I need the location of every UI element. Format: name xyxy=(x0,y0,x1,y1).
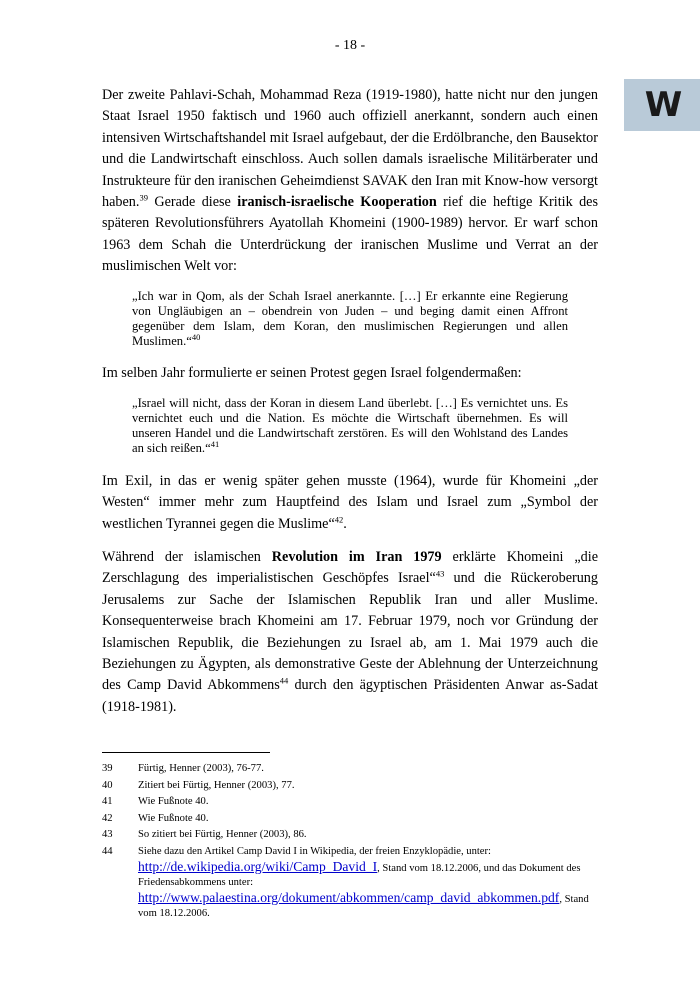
paragraph-1-text-a: Der zweite Pahlavi-Schah, Mohammad Reza (1919-1980), hatte nicht nur den jungen Staat Israel 1950 faktisch und 1960 auch offiziell anerkannt, sondern auch einen intensiven Wirtschaftshandel mit Israel aufgebaut, der die Erdölbranche, den Bausektor und die Landwirtschaft einschloss. Auch sollen damals israelische Militärberater und Instrukteure für den iranischen Geheimdienst SAVAK den Iran mit Know-how versorgt haben. xyxy=(102,87,598,211)
footnote-text: Wie Fußnote 40. xyxy=(138,796,209,808)
footnote-number: 43 xyxy=(102,829,113,841)
main-text xyxy=(102,85,598,718)
footnote-number: 39 xyxy=(102,763,113,774)
footnote-43 xyxy=(102,828,602,843)
paragraph-1 xyxy=(102,85,598,278)
footnote-number: 40 xyxy=(102,779,113,791)
page-number: - 18 - xyxy=(334,38,366,53)
footnote-44-text-c: , Stand vom 18.12.2006. xyxy=(138,893,589,920)
palaestina-link[interactable]: http://www.palaestina.org/dokument/abkommen/camp_david_abkommen.pdf xyxy=(138,889,560,905)
footnote-39 xyxy=(102,762,602,777)
paragraph-4 xyxy=(102,547,598,718)
quote-1 xyxy=(132,289,568,350)
footnote-number: 44 xyxy=(102,845,113,857)
footnote-41 xyxy=(102,795,602,810)
quote-2-text: „Israel will nicht, dass der Koran in diesem Land überlebt. […] Es vernichtet uns. Es vernichtet euch und die Nation. Es möchte die Wirtschaft übernehmen. Es will unseren Handel und die Landwirtschaft zerstören. Es will den Wohlstand des Landes an sich reißen.“ xyxy=(132,395,568,456)
footnote-ref-39: 39 xyxy=(139,192,148,203)
footnote-ref-44: 44 xyxy=(279,675,289,686)
footnote-text: Wie Fußnote 40. xyxy=(138,812,209,824)
footnote-ref-43: 43 xyxy=(435,568,445,579)
footnote-44 xyxy=(102,845,602,922)
footnote-text: Fürtig, Henner (2003), 76-77. xyxy=(138,763,264,774)
footnote-42 xyxy=(102,812,602,827)
wikipedia-link[interactable]: http://de.wikipedia.org/wiki/Camp_David_I xyxy=(138,858,378,874)
footnote-ref-42: 42 xyxy=(334,513,344,524)
paragraph-4-bold: Revolution im Iran 1979 xyxy=(271,548,442,565)
footnote-text: Zitiert bei Fürtig, Henner (2003), 77. xyxy=(138,779,295,791)
footnote-text: So zitiert bei Fürtig, Henner (2003), 86. xyxy=(138,829,307,841)
paragraph-3 xyxy=(102,471,598,535)
paragraph-4-text-c: und die Rückeroberung Jerusalems zur Sache der Islamischen Republik Iran und aller Muslime. Konsequenterweise brach Khomeini am 17. Februar 1979, noch vor Gründung der Islamischen Republik, die Beziehungen zu Israel ab, am 1. Mai 1979 auch die Beziehungen zu Ägypten, als demonstrative Geste der Ablehnung der Unterzeichnung des Camp David Abkommens xyxy=(102,570,598,694)
footnote-divider xyxy=(102,752,270,753)
footnote-text xyxy=(138,845,602,922)
paragraph-4-text-a: Während der islamischen xyxy=(102,548,272,565)
paragraph-3-text-a: Im Exil, in das er wenig später gehen musste (1964), wurde für Khomeini „der Westen“ immer mehr zum Hauptfeind des Islam und Israel zum „Symbol der westlichen Tyrannei gegen die Muslime“ xyxy=(102,472,598,532)
paragraph-3-text-b: . xyxy=(343,515,347,532)
footnote-ref-40: 40 xyxy=(191,332,201,343)
footnote-40 xyxy=(102,779,602,794)
logo xyxy=(624,79,700,131)
paragraph-4-text-b: erklärte Khomeini „die Zerschlagung des imperialistischen Geschöpfes Israel“ xyxy=(102,548,598,587)
paragraph-1-text-b: Gerade diese xyxy=(147,194,238,211)
paragraph-1-bold: iranisch-israelische Kooperation xyxy=(237,194,437,211)
footnote-number: 42 xyxy=(102,812,113,824)
logo-letter: W xyxy=(644,85,680,125)
footnote-ref-41: 41 xyxy=(210,439,220,450)
footnote-number: 41 xyxy=(102,796,113,808)
paragraph-1-text-c: rief die heftige Kritik des späteren Revolutionsführers Ayatollah Khomeini (1900-1989) hervor. Er warf schon 1963 dem Schah die Unterdrückung der iranischen Muslime und Verrat an der muslimischen Welt vor: xyxy=(102,194,598,275)
quote-1-text: „Ich war in Qom, als der Schah Israel anerkannte. […] Er erkannte eine Regierung von Ungläubigen an – obendrein von Juden – und beging damit einen Affront gegenüber dem Islam, dem Koran, den muslimischen Regierungen und allen Muslimen.“ xyxy=(132,288,568,349)
paragraph-2: Im selben Jahr formulierte er seinen Protest gegen Israel folgendermaßen: xyxy=(102,365,522,382)
quote-2 xyxy=(132,396,568,457)
footnote-44-text-b: , Stand vom 18.12.2006, und das Dokument des Friedensabkommens unter: xyxy=(138,862,581,889)
footnotes xyxy=(102,762,602,924)
footnote-44-text-a: Siehe dazu den Artikel Camp David I in Wikipedia, der freien Enzyklopädie, unter: xyxy=(138,845,491,857)
paragraph-4-text-d: durch den ägyptischen Präsidenten Anwar as-Sadat (1918-1981). xyxy=(102,677,599,715)
